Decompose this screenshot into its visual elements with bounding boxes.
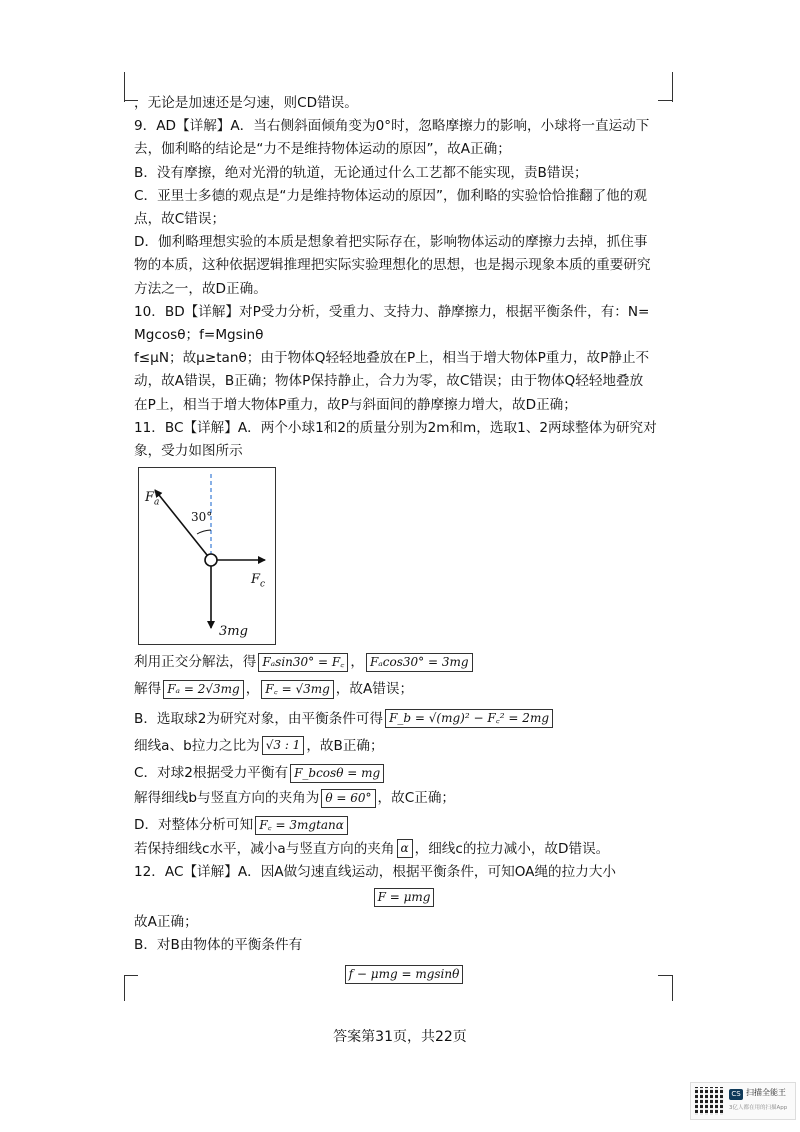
equation-box: F = μmg — [374, 888, 435, 907]
text-line: 在P上，相当于增大物体P重力，故P与斜面间的静摩擦力增大，故D正确； — [134, 396, 577, 413]
text-line: 去，伽利略的结论是“力不是维持物体运动的原因”，故A正确； — [134, 141, 511, 158]
answer-text — [134, 92, 674, 987]
text-line: 12．AC【详解】A．因A做匀速直线运动，根据平衡条件，可知OA绳的拉力大小 — [134, 863, 617, 880]
page-footer: 答案第31页，共22页 — [333, 1029, 467, 1045]
watermark-title: 扫描全能王 — [746, 1088, 786, 1097]
text-line: Mgcosθ；f=Mgsinθ — [134, 327, 264, 344]
label-fa: $F_a$ — [145, 490, 160, 508]
text-line: D．伽利略理想实验的本质是想象着把实际存在，影响物体运动的摩擦力去掉，抓住事 — [134, 234, 648, 251]
text-line: ，无论是加速还是匀速，则CD错误。 — [134, 95, 358, 111]
text-line: 故A正确； — [134, 914, 198, 931]
equation-box: Fₐcos30° = 3mg — [366, 653, 473, 672]
equation-box: F_bcosθ = mg — [290, 764, 384, 783]
equation-box: Fₐ = 2√3mg — [163, 680, 244, 699]
label-weight: 3mg — [219, 624, 248, 640]
label-angle: 30° — [191, 510, 213, 525]
equation-box: F_b = √(mg)² − F꜀² = 2mg — [385, 709, 553, 728]
camscanner-logo-icon: CS — [729, 1089, 743, 1100]
equation-box: α — [397, 839, 413, 858]
text-line: 象，受力如图所示 — [134, 443, 243, 460]
text-line: 11．BC【详解】A．两个小球1和2的质量分别为2m和m，选取1、2两球整体为研究对 — [134, 419, 657, 436]
equation-box: F꜀ = √3mg — [261, 680, 334, 699]
text-line: 利用正交分解法，得 Fₐsin30° = F꜀ ， Fₐcos30° = 3mg — [134, 651, 674, 674]
crop-mark-bottom-left-v — [124, 975, 125, 1001]
text-line: 点，故C错误； — [134, 211, 226, 228]
crop-mark-top-right — [672, 72, 689, 102]
label-fc: $F_c$ — [251, 572, 266, 590]
equation-box: F꜀ = 3mgtanα — [255, 816, 348, 835]
equation-line — [134, 886, 674, 909]
text-line: 解得细线b与竖直方向的夹角为 θ = 60° ，故C正确； — [134, 790, 456, 807]
text-line: B．对B由物体的平衡条件有 — [134, 937, 303, 954]
watermark-subtitle: 3亿人都在用的扫描App — [729, 1105, 788, 1111]
scanner-watermark — [690, 1082, 796, 1120]
text-line: 若保持细线c水平，减小a与竖直方向的夹角 α ，细线c的拉力减小，故D错误。 — [134, 840, 610, 857]
text-line: 细线a、b拉力之比为 √3 : 1 ，故B正确； — [134, 737, 384, 754]
text-line: C．对球2根据受力平衡有 F_bcosθ = mg — [134, 762, 674, 785]
equation-box: f − μmg = mgsinθ — [345, 965, 464, 984]
text-line: C．亚里士多德的观点是“力是维持物体运动的原因”，伽利略的实验恰恰推翻了他的观 — [134, 187, 647, 204]
angle-arc — [197, 530, 211, 534]
text-line: D．对整体分析可知 F꜀ = 3mgtanα — [134, 814, 674, 837]
text-line: 9．AD【详解】A．当右侧斜面倾角变为0°时，忽略摩擦力的影响，小球将一直运动下 — [134, 118, 650, 135]
force-diagram — [138, 467, 276, 645]
text-line: f≤μN；故μ≥tanθ；由于物体Q轻轻地叠放在P上，相当于增大物体P重力，故P静止不 — [134, 350, 650, 367]
equation-box: Fₐsin30° = F꜀ — [258, 653, 348, 672]
qr-code-icon — [695, 1087, 723, 1115]
text-line: B．没有摩擦，绝对光滑的轨道，无论通过什么工艺都不能实现，责B错误； — [134, 164, 588, 181]
text-line: 物的本质，这种依据逻辑推理把实际实验理想化的思想，也是揭示现象本质的重要研究 — [134, 257, 651, 274]
text-line: 解得 Fₐ = 2√3mg ， F꜀ = √3mg ，故A错误； — [134, 681, 414, 698]
equation-box: √3 : 1 — [262, 736, 305, 755]
text-line: 动，故A错误，B正确；物体P保持静止，合力为零，故C错误；由于物体Q轻轻地叠放 — [134, 373, 644, 390]
equation-line — [134, 964, 674, 987]
equation-box: θ = 60° — [321, 789, 375, 808]
ball-node — [205, 554, 217, 566]
text-line: 10．BD【详解】对P受力分析，受重力、支持力、静摩擦力，根据平衡条件，有：N= — [134, 303, 650, 320]
text-line: 方法之一，故D正确。 — [134, 280, 267, 297]
text-line: B．选取球2为研究对象，由平衡条件可得 F_b = √(mg)² − F꜀² = 2mg — [134, 708, 674, 731]
